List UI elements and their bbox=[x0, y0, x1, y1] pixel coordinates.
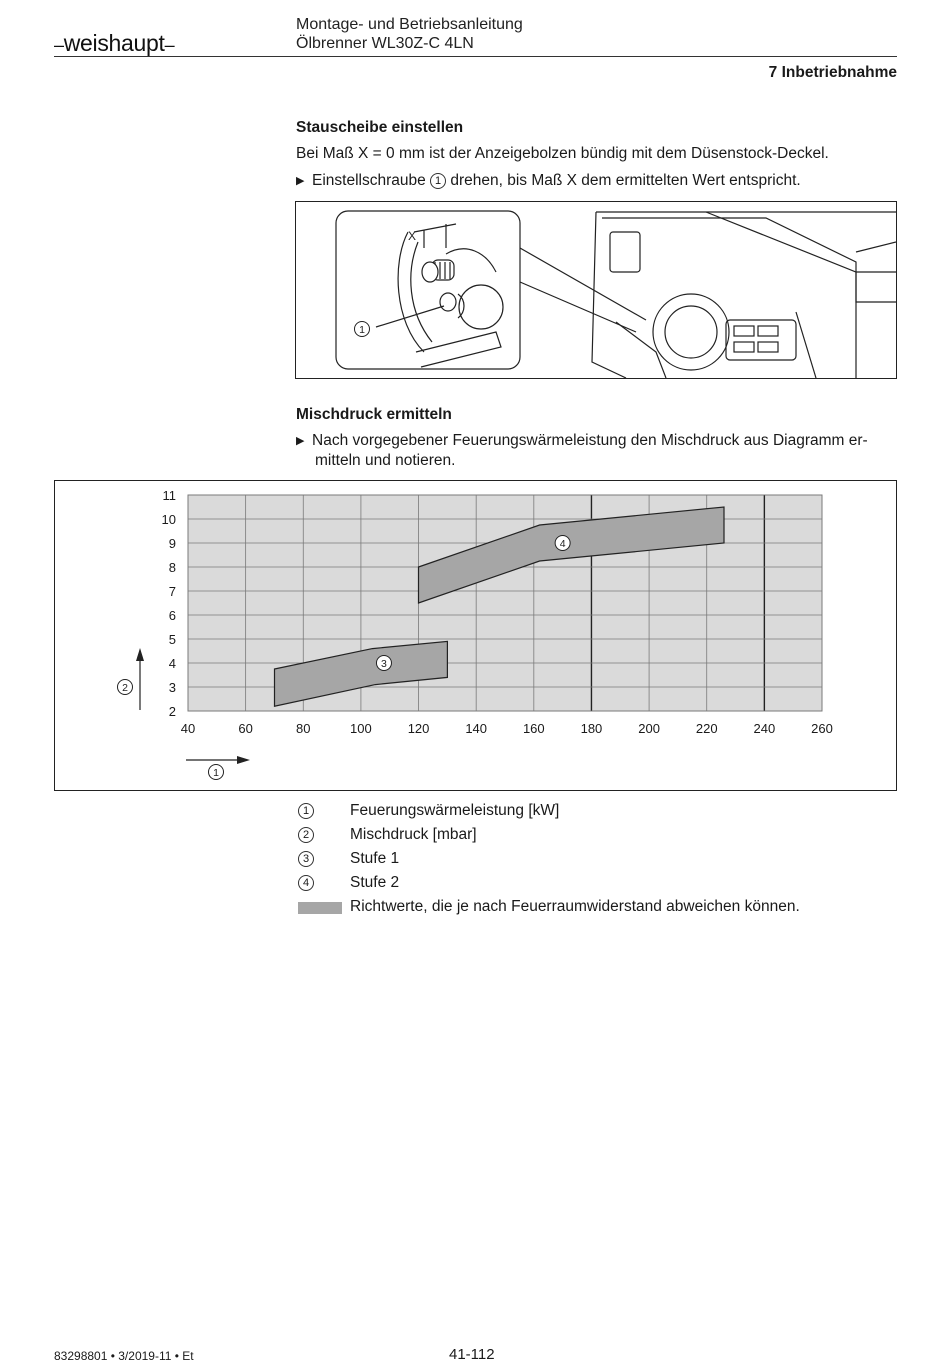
legend-text: Feuerungswärmeleistung [kW] bbox=[350, 802, 560, 819]
x-tick-label: 140 bbox=[465, 721, 488, 736]
brand-logo-text: weishaupt bbox=[63, 30, 165, 56]
instruction-step-pre: Einstellschraube bbox=[312, 172, 426, 189]
legend-text: Mischdruck [mbar] bbox=[350, 826, 477, 843]
x-tick-label: 60 bbox=[238, 721, 253, 736]
document-title bbox=[296, 15, 523, 53]
legend-callout: 1 bbox=[298, 803, 314, 819]
band-callout-label: 4 bbox=[559, 538, 566, 550]
step-arrow-icon: ▶ bbox=[296, 175, 305, 187]
y-tick-label: 10 bbox=[161, 512, 176, 527]
legend-swatch-text: Richtwerte, die je nach Feuerraumwiderstand abweichen können. bbox=[350, 898, 800, 915]
figure-label-x: X bbox=[408, 229, 417, 243]
legend-callout: 2 bbox=[298, 827, 314, 843]
callout-ref: 1 bbox=[430, 173, 446, 189]
y-tick-label: 9 bbox=[168, 536, 176, 551]
y-tick-label: 7 bbox=[168, 584, 176, 599]
legend-callout: 3 bbox=[298, 851, 314, 867]
header-divider bbox=[54, 56, 897, 57]
y-tick-label: 4 bbox=[168, 656, 176, 671]
y-tick-label: 5 bbox=[168, 632, 176, 647]
stauscheibe-figure bbox=[295, 201, 897, 379]
section-text-stauscheibe: Bei Maß X = 0 mm ist der Anzeigebolzen bündig mit dem Düsenstock-Deckel. bbox=[296, 145, 829, 162]
footer-doc-number: 83298801 • 3/2019-11 • Et bbox=[54, 1349, 194, 1363]
legend-text: Stufe 1 bbox=[350, 850, 400, 867]
chapter-title: 7 Inbetriebnahme bbox=[768, 64, 897, 81]
y-tick-label: 6 bbox=[168, 608, 176, 623]
y-tick-label: 11 bbox=[162, 488, 176, 503]
mischdruck-chart bbox=[55, 481, 896, 790]
burner-illustration bbox=[296, 202, 896, 378]
document-title-line1: Montage- und Betriebsanleitung bbox=[296, 16, 523, 33]
x-tick-label: 180 bbox=[580, 721, 603, 736]
x-tick-label: 40 bbox=[180, 721, 196, 736]
x-tick-labels bbox=[181, 721, 833, 736]
x-tick-label: 80 bbox=[296, 721, 311, 736]
x-tick-label: 200 bbox=[638, 721, 660, 736]
x-tick-label: 240 bbox=[753, 721, 776, 736]
x-axis-callout: 1 bbox=[213, 767, 219, 779]
legend-swatch bbox=[298, 902, 342, 914]
legend-text: Stufe 2 bbox=[350, 874, 400, 891]
x-tick-label: 120 bbox=[407, 721, 430, 736]
y-tick-label: 8 bbox=[168, 560, 176, 575]
section-heading-stauscheibe: Stauscheibe einstellen bbox=[296, 119, 464, 136]
instruction-step-mischdruck bbox=[296, 431, 898, 471]
section-heading-mischdruck: Mischdruck ermitteln bbox=[296, 406, 452, 423]
brand-logo: –weishaupt– bbox=[54, 30, 175, 56]
x-tick-label: 260 bbox=[811, 721, 833, 736]
step-arrow-icon: ▶ bbox=[296, 435, 305, 447]
instruction-line2: mitteln und notieren. bbox=[315, 452, 456, 469]
x-axis-arrow-head-icon bbox=[237, 756, 250, 764]
y-tick-label: 2 bbox=[168, 704, 176, 719]
y-axis-arrow-head-icon bbox=[136, 648, 144, 661]
figure-callout-1: 1 bbox=[359, 324, 365, 336]
page-number: 41-112 bbox=[449, 1346, 495, 1363]
y-axis-callout: 2 bbox=[122, 682, 128, 694]
instruction-step bbox=[296, 171, 801, 191]
chart-legend bbox=[296, 800, 896, 920]
instruction-step-post: drehen, bis Maß X dem ermittelten Wert entspricht. bbox=[450, 172, 801, 189]
document-title-line2: Ölbrenner WL30Z-C 4LN bbox=[296, 35, 474, 52]
y-tick-label: 3 bbox=[168, 680, 176, 695]
instruction-line1: Nach vorgegebener Feuerungswärmeleistung den Mischdruck aus Diagramm er- bbox=[312, 432, 868, 449]
y-tick-labels bbox=[162, 488, 176, 719]
band-callout-label: 3 bbox=[381, 658, 387, 670]
x-tick-label: 160 bbox=[522, 721, 545, 736]
mischdruck-chart-frame bbox=[54, 480, 897, 791]
x-tick-label: 220 bbox=[695, 721, 718, 736]
x-tick-label: 100 bbox=[350, 721, 372, 736]
legend-callout: 4 bbox=[298, 875, 314, 891]
